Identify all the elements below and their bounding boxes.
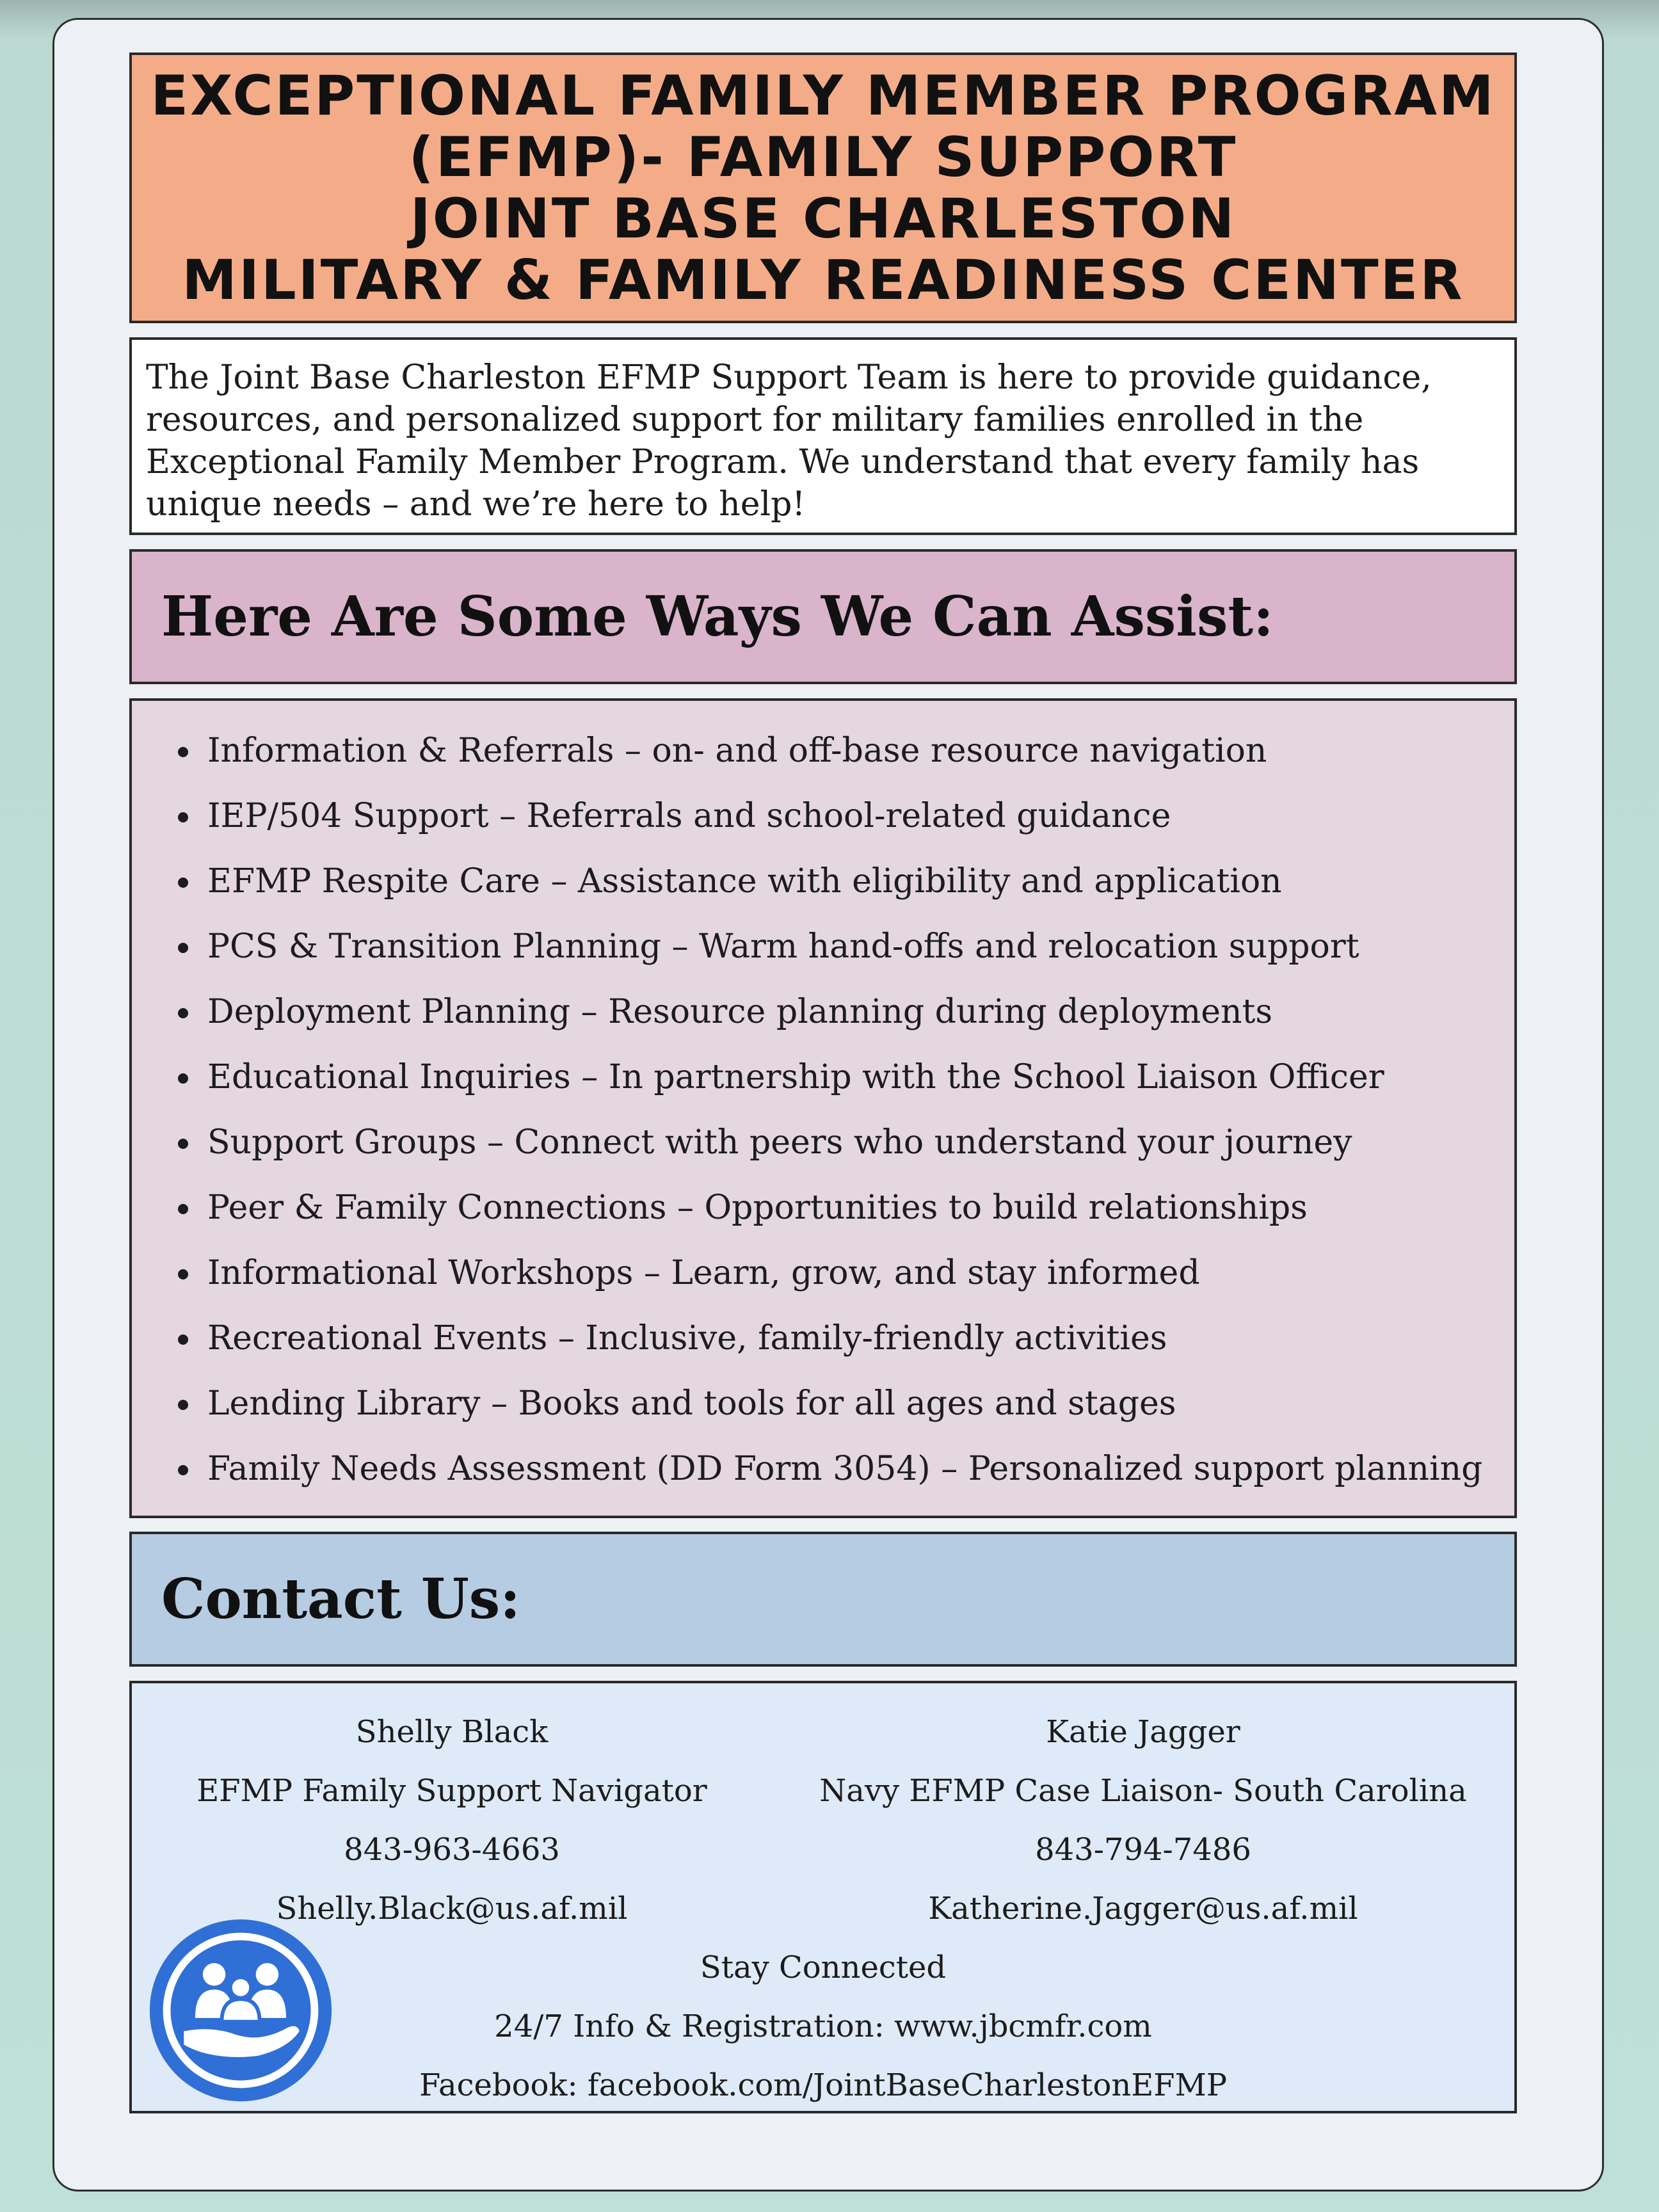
header-line: (EFMP)- FAMILY SUPPORT — [408, 125, 1238, 189]
contact-right — [772, 1703, 1514, 1938]
header-line: EXCEPTIONAL FAMILY MEMBER PROGRAM — [150, 63, 1496, 128]
intro-line: The Joint Base Charleston EFMP Support Team is here to provide guidance, — [146, 358, 1432, 397]
contact-role: Navy EFMP Case Liaison- South Carolina — [819, 1773, 1467, 1809]
header-line: JOINT BASE CHARLESTON — [410, 186, 1237, 251]
contact-role: EFMP Family Support Navigator — [196, 1773, 707, 1809]
contact-heading-bar — [129, 1532, 1517, 1667]
contact-box — [129, 1681, 1517, 2113]
contact-name: Shelly Black — [355, 1714, 549, 1750]
list-item: • IEP/504 Support – Referrals and school-related guidance — [202, 783, 1514, 849]
assist-list-box — [129, 698, 1517, 1518]
list-item: • Support Groups – Connect with peers who understand your journey — [202, 1110, 1514, 1175]
list-item: • Information & Referrals – on- and off-base resource navigation — [202, 718, 1514, 783]
intro-box — [129, 337, 1517, 535]
contact-email: Katherine.Jagger@us.af.mil — [928, 1891, 1358, 1927]
intro-line: Exceptional Family Member Program. We understand that every family has — [146, 443, 1420, 481]
contact-email: Shelly.Black@us.af.mil — [276, 1891, 628, 1927]
assist-list — [132, 718, 1514, 1502]
stay-connected — [132, 1938, 1514, 2115]
intro-line: resources, and personalized support for military families enrolled in the — [146, 401, 1364, 439]
assist-heading: Here Are Some Ways We Can Assist: — [161, 584, 1274, 649]
contact-name: Katie Jagger — [1046, 1714, 1240, 1750]
family-in-hand-icon — [146, 1916, 335, 2105]
intro-line: unique needs – and we’re here to help! — [146, 485, 806, 524]
header-banner — [129, 52, 1517, 323]
contact-heading: Contact Us: — [161, 1567, 520, 1631]
facebook-info: Facebook: facebook.com/JointBaseCharlestonEFMP — [419, 2067, 1228, 2103]
list-item: • EFMP Respite Care – Assistance with eligibility and application — [202, 849, 1514, 914]
contact-left — [132, 1703, 772, 1938]
contact-phone: 843-794-7486 — [1035, 1832, 1251, 1868]
list-item: • Lending Library – Books and tools for all ages and stages — [202, 1371, 1514, 1436]
stay-connected-heading: Stay Connected — [700, 1950, 947, 1985]
list-item: • Family Needs Assessment (DD Form 3054) – Personalized support planning — [202, 1436, 1514, 1502]
list-item: • Deployment Planning – Resource planning during deployments — [202, 979, 1514, 1045]
assist-heading-bar — [129, 549, 1517, 684]
list-item: • Recreational Events – Inclusive, family-friendly activities — [202, 1306, 1514, 1371]
list-item: • Informational Workshops – Learn, grow, and stay informed — [202, 1240, 1514, 1306]
registration-info: 24/7 Info & Registration: www.jbcmfr.com — [494, 2008, 1152, 2044]
list-item: • Educational Inquiries – In partnership with the School Liaison Officer — [202, 1045, 1514, 1110]
list-item: • PCS & Transition Planning – Warm hand-offs and relocation support — [202, 914, 1514, 979]
contact-phone: 843-963-4663 — [344, 1832, 560, 1868]
header-line: MILITARY & FAMILY READINESS CENTER — [182, 248, 1464, 312]
list-item: • Peer & Family Connections – Opportunities to build relationships — [202, 1175, 1514, 1240]
